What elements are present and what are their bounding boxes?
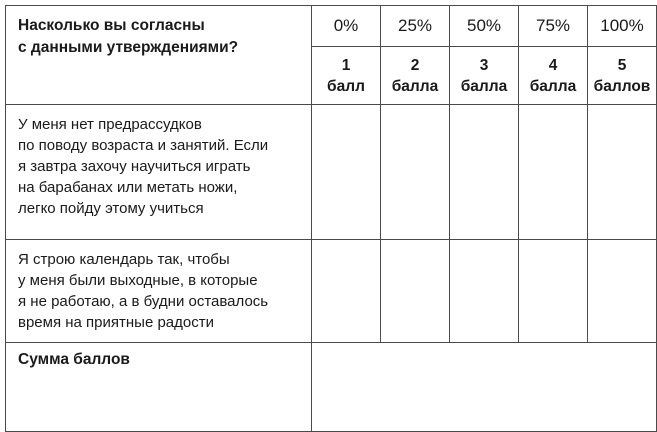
percent-header-0: 0% bbox=[312, 6, 381, 47]
answer-cell-2[interactable] bbox=[381, 105, 450, 240]
score-unit: балла bbox=[460, 77, 508, 95]
percent-header-75: 75% bbox=[519, 6, 588, 47]
question-header-cell bbox=[6, 6, 312, 105]
answer-cell-5[interactable] bbox=[588, 240, 657, 343]
answer-cell-2[interactable] bbox=[381, 240, 450, 343]
question-header-line: Насколько вы согласны bbox=[18, 17, 205, 34]
sum-value-cell[interactable] bbox=[312, 343, 657, 432]
score-number: 3 bbox=[479, 56, 489, 74]
question-header-line: с данными утверждениями? bbox=[18, 39, 239, 56]
header-percent-row bbox=[6, 6, 657, 47]
sum-label: Сумма баллов bbox=[6, 343, 312, 432]
score-unit: баллов bbox=[593, 77, 651, 95]
statement-line: время на приятные радости bbox=[18, 314, 214, 331]
statement-row bbox=[6, 240, 657, 343]
sum-row bbox=[6, 343, 657, 432]
statement-line: я не работаю, а в будни оставалось bbox=[18, 293, 269, 310]
agreement-scale-table bbox=[5, 5, 657, 432]
answer-cell-1[interactable] bbox=[312, 105, 381, 240]
answer-cell-3[interactable] bbox=[450, 240, 519, 343]
answer-cell-1[interactable] bbox=[312, 240, 381, 343]
statement-cell bbox=[6, 105, 312, 240]
statement-line: легко пойду этому учиться bbox=[18, 200, 204, 217]
statement-line: У меня нет предрассудков bbox=[18, 116, 202, 133]
score-number: 5 bbox=[617, 56, 627, 74]
score-unit: балла bbox=[391, 77, 439, 95]
score-number: 4 bbox=[548, 56, 558, 74]
score-header-3 bbox=[450, 47, 519, 105]
score-number: 1 bbox=[341, 56, 351, 74]
percent-header-25: 25% bbox=[381, 6, 450, 47]
percent-header-50: 50% bbox=[450, 6, 519, 47]
score-header-5 bbox=[588, 47, 657, 105]
score-unit: балл bbox=[327, 77, 365, 95]
answer-cell-4[interactable] bbox=[519, 240, 588, 343]
answer-cell-3[interactable] bbox=[450, 105, 519, 240]
statement-cell bbox=[6, 240, 312, 343]
statement-row bbox=[6, 105, 657, 240]
answer-cell-5[interactable] bbox=[588, 105, 657, 240]
score-header-4 bbox=[519, 47, 588, 105]
score-header-2 bbox=[381, 47, 450, 105]
score-header-1 bbox=[312, 47, 381, 105]
statement-line: у меня были выходные, в которые bbox=[18, 272, 258, 289]
statement-line: Я строю календарь так, чтобы bbox=[18, 251, 230, 268]
score-number: 2 bbox=[410, 56, 420, 74]
statement-line: на барабанах или метать ножи, bbox=[18, 179, 238, 196]
percent-header-100: 100% bbox=[588, 6, 657, 47]
statement-line: я завтра захочу научиться играть bbox=[18, 158, 251, 175]
score-unit: балла bbox=[529, 77, 577, 95]
answer-cell-4[interactable] bbox=[519, 105, 588, 240]
statement-line: по поводу возраста и занятий. Если bbox=[18, 137, 269, 154]
